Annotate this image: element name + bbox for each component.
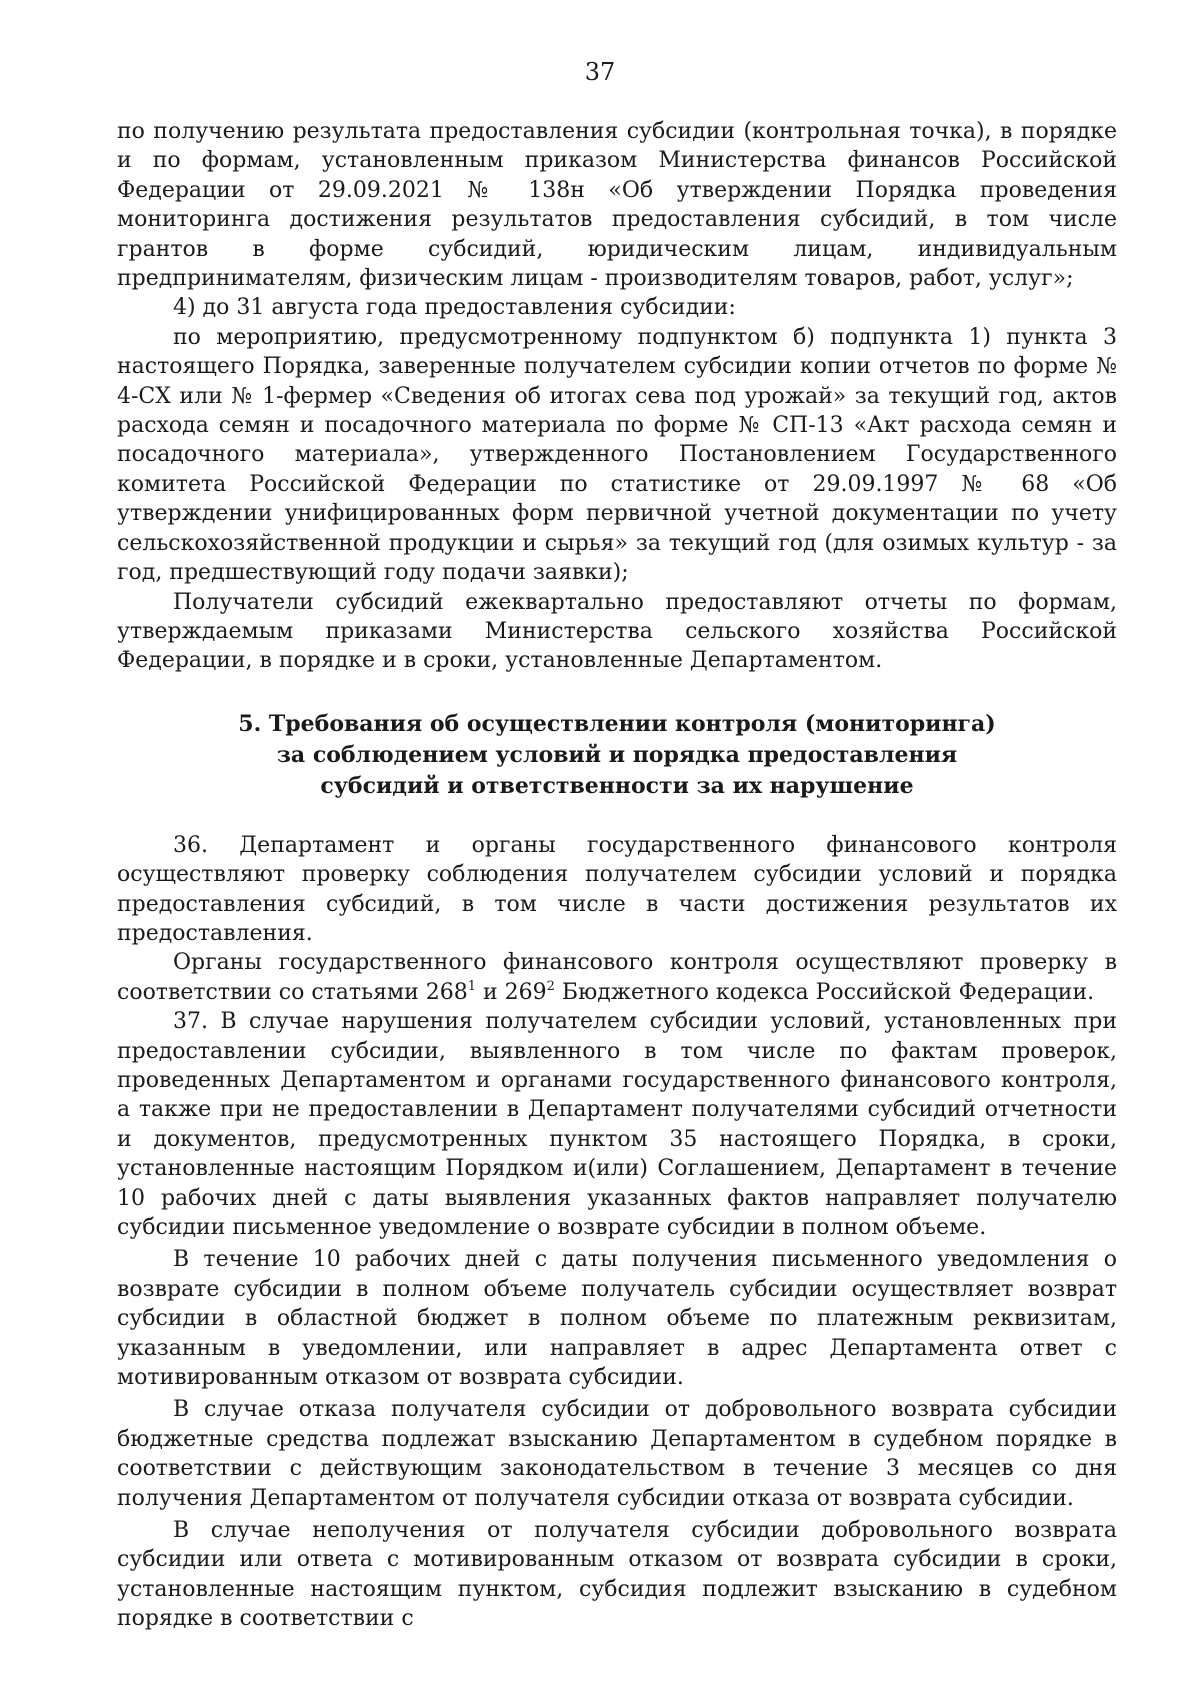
paragraph-return-procedure: В течение 10 рабочих дней с даты получения письменного уведомления о возврате субсидии в полном объеме получатель субсидии осуществляет возврат субсидии в областной бюджет в полном объеме по платежным реквизитам, указанным в уведомлении, или направляет в адрес Департамента ответ с мотивированным отказом от возврата субсидии. xyxy=(117,1247,1117,1391)
paragraph-clause-36: 36. Департамент и органы государственного финансового контроля осуществляют проверку соблюдения получателем субсидии условий и порядка предоставления субсидий, в том числе в части достижения результатов их предоставления. xyxy=(117,832,1117,946)
paragraph-refusal-recovery: В случае отказа получателя субсидии от добровольного возврата субсидии бюджетные средства подлежат взысканию Департаментом в судебном порядке в соответствии с действующим законодательством в течение 3 месяцев со дня получения Департаментом от получателя субсидии отказа от возврата субсидии. xyxy=(117,1397,1117,1511)
superscript-article-269: 2 xyxy=(546,978,555,994)
paragraph-financial-control xyxy=(117,948,1117,1007)
page-number: 37 xyxy=(584,58,616,86)
section-heading-line-3: субсидий и ответственности за их нарушение xyxy=(320,772,914,799)
paragraph-clause-37: 37. В случае нарушения получателем субсидии условий, установленных при предоставлении субсидии, выявленного в том числе по фактам проверок, проведенных Департаментом и органами государственного финансового контроля, а также при не предоставлении в Департамент получателями субсидий отчетности и документов, предусмотренных пунктом 35 настоящего Порядка, в сроки, установленные настоящим Порядком и(или) Соглашением, Департамент в течение 10 рабочих дней с даты выявления указанных фактов направляет получателю субсидии письменное уведомление о возврате субсидии в полном объеме. xyxy=(117,1009,1117,1240)
superscript-article-268: 1 xyxy=(467,978,476,994)
financial-control-text-before: Органы государственного финансового контроля осуществляют проверку в соответствии со статьями 268 xyxy=(117,950,1117,1005)
paragraph-quarterly-reports: Получатели субсидий ежеквартально предоставляют отчеты по формам, утверждаемым приказами Министерства сельского хозяйства Российской Федерации, в порядке и в сроки, установленные Департаментом. xyxy=(117,589,1117,674)
paragraph-monitoring-forms: по получению результата предоставления субсидии (контрольная точка), в порядке и по формам, установленным приказом Министерства финансов Российской Федерации от 29.09.2021 № 138н «Об утверждении Порядка проведения мониторинга достижения результатов предоставления субсидий, в том числе грантов в форме субсидий, юридическим лицам, индивидуальным предпринимателям, физическим лицам - производителям товаров, работ, услуг»; xyxy=(117,119,1117,292)
financial-control-text-middle: и 269 xyxy=(476,979,547,1005)
section-heading-line-1: 5. Требования об осуществлении контроля (мониторинга) xyxy=(238,710,996,737)
document-body xyxy=(117,117,1117,1634)
section-heading-line-2: за соблюдением условий и порядка предоставления xyxy=(276,741,958,768)
paragraph-deadline-august: 4) до 31 августа года предоставления субсидии: xyxy=(173,295,736,321)
paragraph-nonreceipt-recovery: В случае неполучения от получателя субсидии добровольного возврата субсидии или ответа с мотивированным отказом от возврата субсидии в сроки, установленные настоящим пунктом, субсидия подлежит взысканию в судебном порядке в соответствии с xyxy=(117,1518,1117,1632)
paragraph-sowing-reports: по мероприятию, предусмотренному подпунктом б) подпункта 1) пункта 3 настоящего Порядка, заверенные получателем субсидии копии отчетов по форме № 4-СХ или № 1-фермер «Сведения об итогах сева под урожай» за текущий год, актов расхода семян и посадочного материала по форме № СП-13 «Акт расхода семян и посадочного материала», утвержденного Постановлением Государственного комитета Российской Федерации по статистике от 29.09.1997 № 68 «Об утверждении унифицированных форм первичной учетной документации по учету сельскохозяйственной продукции и сырья» за текущий год (для озимых культур - за год, предшествующий году подачи заявки); xyxy=(117,324,1117,586)
section-5-heading xyxy=(117,709,1117,802)
financial-control-text-after: Бюджетного кодекса Российской Федерации. xyxy=(554,979,1095,1005)
